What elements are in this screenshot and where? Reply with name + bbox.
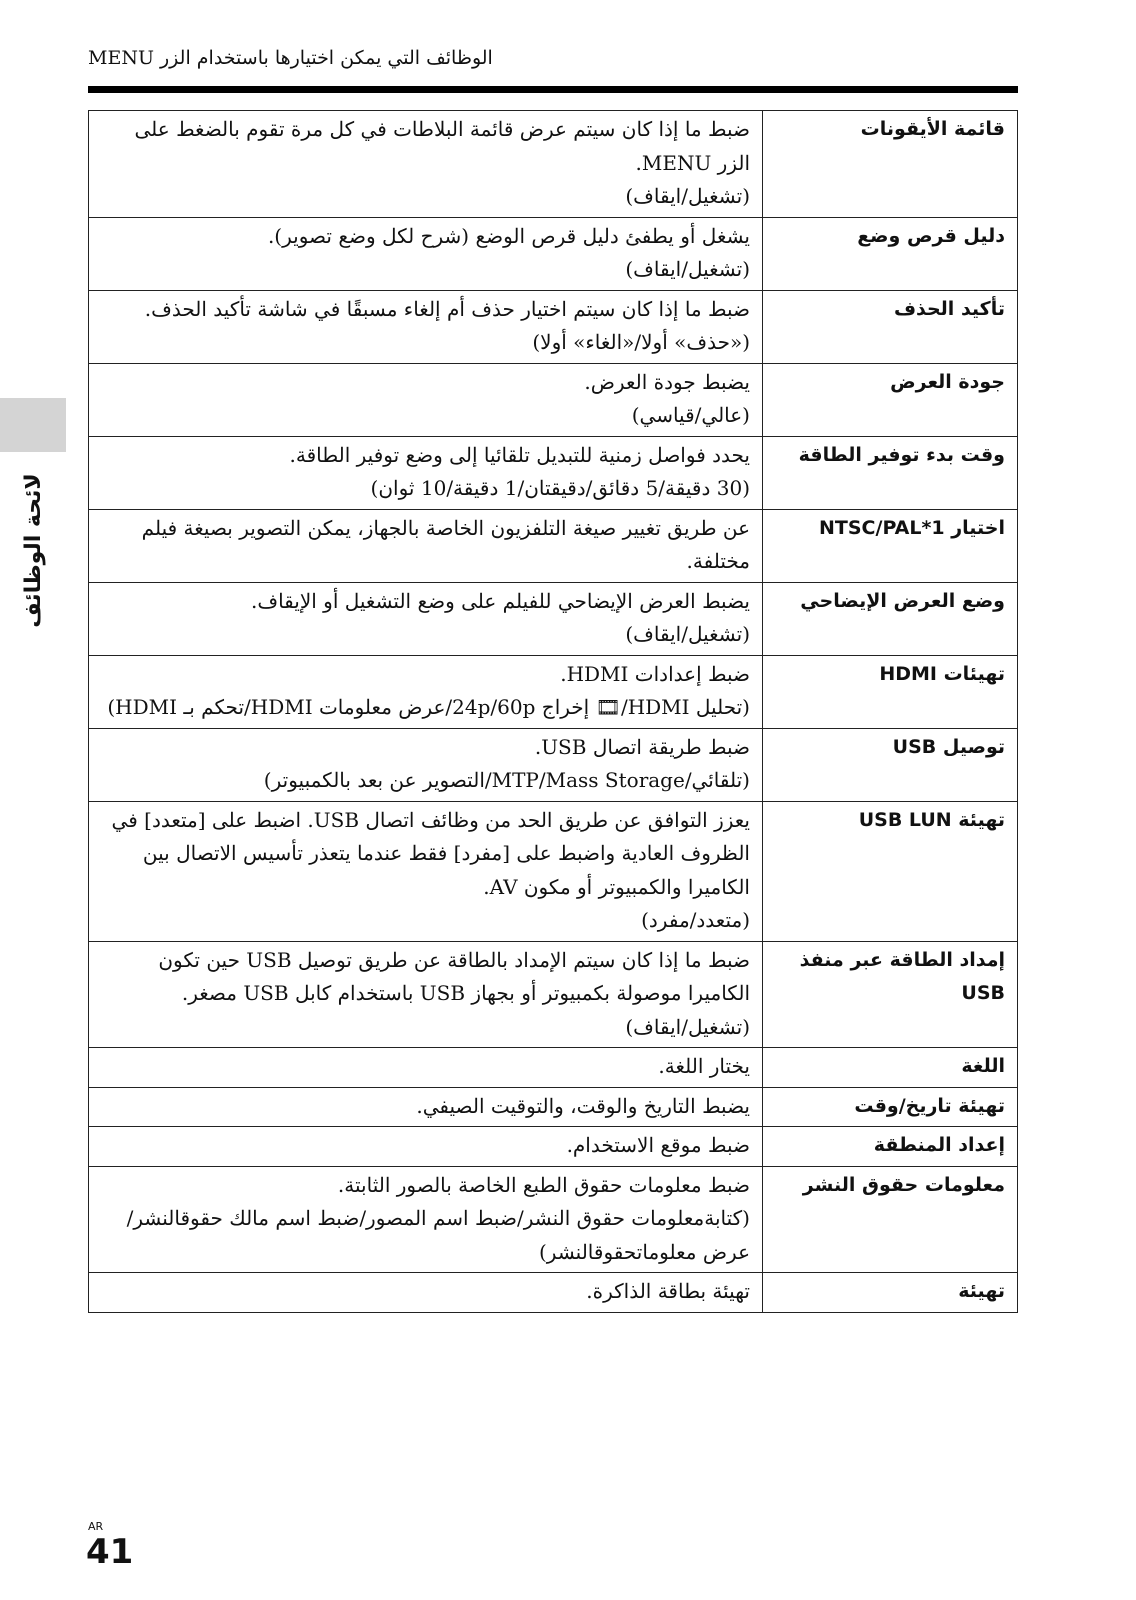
menu-item-description	[89, 111, 763, 218]
description-line: (متعدد/مفرد)	[641, 908, 750, 932]
menu-item-description	[89, 436, 763, 509]
description-line: (30 دقيقة/5 دقائق/دقيقتان/1 دقيقة/10 ثوان)	[370, 476, 750, 500]
menu-item-description	[89, 509, 763, 582]
table-row	[89, 728, 1018, 801]
table-row	[89, 941, 1018, 1048]
table-row	[89, 582, 1018, 655]
table-row	[89, 111, 1018, 218]
menu-item-name: معلومات حقوق النشر	[763, 1166, 1018, 1273]
description-line: عن طريق تغيير صيغة التلفزيون الخاصة بالجهاز، يمكن التصوير بصيغة فيلم مختلفة.	[141, 515, 750, 573]
table-row	[89, 217, 1018, 290]
table-row	[89, 509, 1018, 582]
description-line: ضبط موقع الاستخدام.	[566, 1133, 750, 1157]
menu-item-name: دليل قرص وضع	[763, 217, 1018, 290]
menu-item-description	[89, 1048, 763, 1088]
table-row	[89, 1273, 1018, 1313]
menu-item-description	[89, 1166, 763, 1273]
table-row	[89, 1087, 1018, 1127]
description-line: (عالي/قياسي)	[631, 403, 750, 427]
page-number: 41	[86, 1532, 134, 1572]
description-line: يحدد فواصل زمنية للتبديل تلقائيا إلى وضع توفير الطاقة.	[289, 442, 750, 467]
description-line: ضبط طريقة اتصال USB.	[534, 734, 750, 759]
description-line: («حذف» أولا/«الغاء» أولا)	[532, 330, 750, 354]
table-row	[89, 363, 1018, 436]
description-line: يشغل أو يطفئ دليل قرص الوضع (شرح لكل وضع تصوير).	[267, 223, 750, 248]
menu-item-description	[89, 801, 763, 941]
description-line: ضبط إعدادات HDMI.	[560, 661, 750, 686]
table-row	[89, 436, 1018, 509]
menu-item-description	[89, 655, 763, 728]
running-head	[88, 42, 1018, 74]
description-line: (تشغيل/ايقاف)	[625, 622, 750, 646]
menu-item-name: تهيئة تاريخ/وقت	[763, 1087, 1018, 1127]
running-head-title: الوظائف التي يمكن اختيارها باستخدام الزر MENU	[88, 47, 493, 69]
table-row	[89, 1127, 1018, 1167]
menu-item-description	[89, 728, 763, 801]
description-line: يختار اللغة.	[658, 1054, 750, 1078]
description-line: (كتابةمعلومات حقوق النشر/ضبط اسم المصور/ضبط اسم مالك حقوقالنشر/عرض معلوماتحقوقالنشر)	[126, 1206, 750, 1264]
menu-item-name: تهيئة	[763, 1273, 1018, 1313]
menu-item-name: تهيئة USB LUN	[763, 801, 1018, 941]
menu-item-name: تأكيد الحذف	[763, 290, 1018, 363]
menu-item-name: قائمة الأيقونات	[763, 111, 1018, 218]
description-line: ضبط ما إذا كان سيتم عرض قائمة البلاطات في كل مرة تقوم بالضغط على الزر MENU.	[134, 117, 750, 175]
table-row	[89, 655, 1018, 728]
menu-item-name: تهيئات HDMI	[763, 655, 1018, 728]
section-side-label	[0, 470, 66, 630]
description-line: يضبط جودة العرض.	[584, 369, 750, 394]
menu-item-name: إعداد المنطقة	[763, 1127, 1018, 1167]
table-row	[89, 1048, 1018, 1088]
table-row	[89, 1166, 1018, 1273]
section-side-label-text: لائحة الوظائف	[20, 472, 46, 628]
description-line: (تحليل HDMI/🎞 إخراج 24p/60p/عرض معلومات HDMI/تحكم بـ HDMI)	[107, 695, 750, 719]
menu-item-name: جودة العرض	[763, 363, 1018, 436]
menu-item-name: وقت بدء توفير الطاقة	[763, 436, 1018, 509]
table-row	[89, 290, 1018, 363]
menu-item-description	[89, 1127, 763, 1167]
description-line: ضبط ما إذا كان سيتم الإمداد بالطاقة عن طريق توصيل USB حين تكون الكاميرا موصولة بكمبيوتر أو بجهاز USB باستخدام كابل USB مصغر.	[158, 947, 750, 1005]
menu-item-name: اللغة	[763, 1048, 1018, 1088]
menu-item-description	[89, 217, 763, 290]
description-line: تهيئة بطاقة الذاكرة.	[586, 1279, 750, 1303]
menu-item-description	[89, 363, 763, 436]
section-thumb-tab	[0, 398, 66, 452]
menu-item-name: توصيل USB	[763, 728, 1018, 801]
description-line: (تلقائي/MTP/Mass Storage/التصوير عن بعد بالكمبيوتر)	[263, 768, 750, 792]
description-line: (تشغيل/ايقاف)	[625, 1014, 750, 1039]
description-line: يضبط التاريخ والوقت، والتوقيت الصيفي.	[416, 1093, 750, 1118]
menu-item-description	[89, 1087, 763, 1127]
description-line: ضبط معلومات حقوق الطبع الخاصة بالصور الثابتة.	[337, 1172, 750, 1197]
description-line: (تشغيل/ايقاف)	[625, 184, 750, 208]
table-row	[89, 801, 1018, 941]
menu-item-description	[89, 582, 763, 655]
page-language-code: AR	[88, 1520, 104, 1533]
description-line: (تشغيل/ايقاف)	[625, 257, 750, 281]
menu-item-description	[89, 1273, 763, 1313]
menu-functions-table	[88, 110, 1018, 1313]
menu-item-name: وضع العرض الإيضاحي	[763, 582, 1018, 655]
menu-item-name: اختيار NTSC/PAL*1	[763, 509, 1018, 582]
header-rule	[88, 86, 1018, 93]
description-line: ضبط ما إذا كان سيتم اختيار حذف أم إلغاء مسبقًا في شاشة تأكيد الحذف.	[144, 296, 750, 321]
menu-item-description	[89, 941, 763, 1048]
description-line: يعزز التوافق عن طريق الحد من وظائف اتصال USB. اضبط على [متعدد] في الظروف العادية واضبط على [مفرد] فقط عندما يتعذر تأسيس الاتصال بين الكاميرا والكمبيوتر أو مكون AV.	[111, 807, 750, 899]
menu-item-description	[89, 290, 763, 363]
description-line: يضبط العرض الإيضاحي للفيلم على وضع التشغيل أو الإيقاف.	[250, 588, 750, 613]
menu-item-name: إمداد الطاقة عبر منفذ USB	[763, 941, 1018, 1048]
